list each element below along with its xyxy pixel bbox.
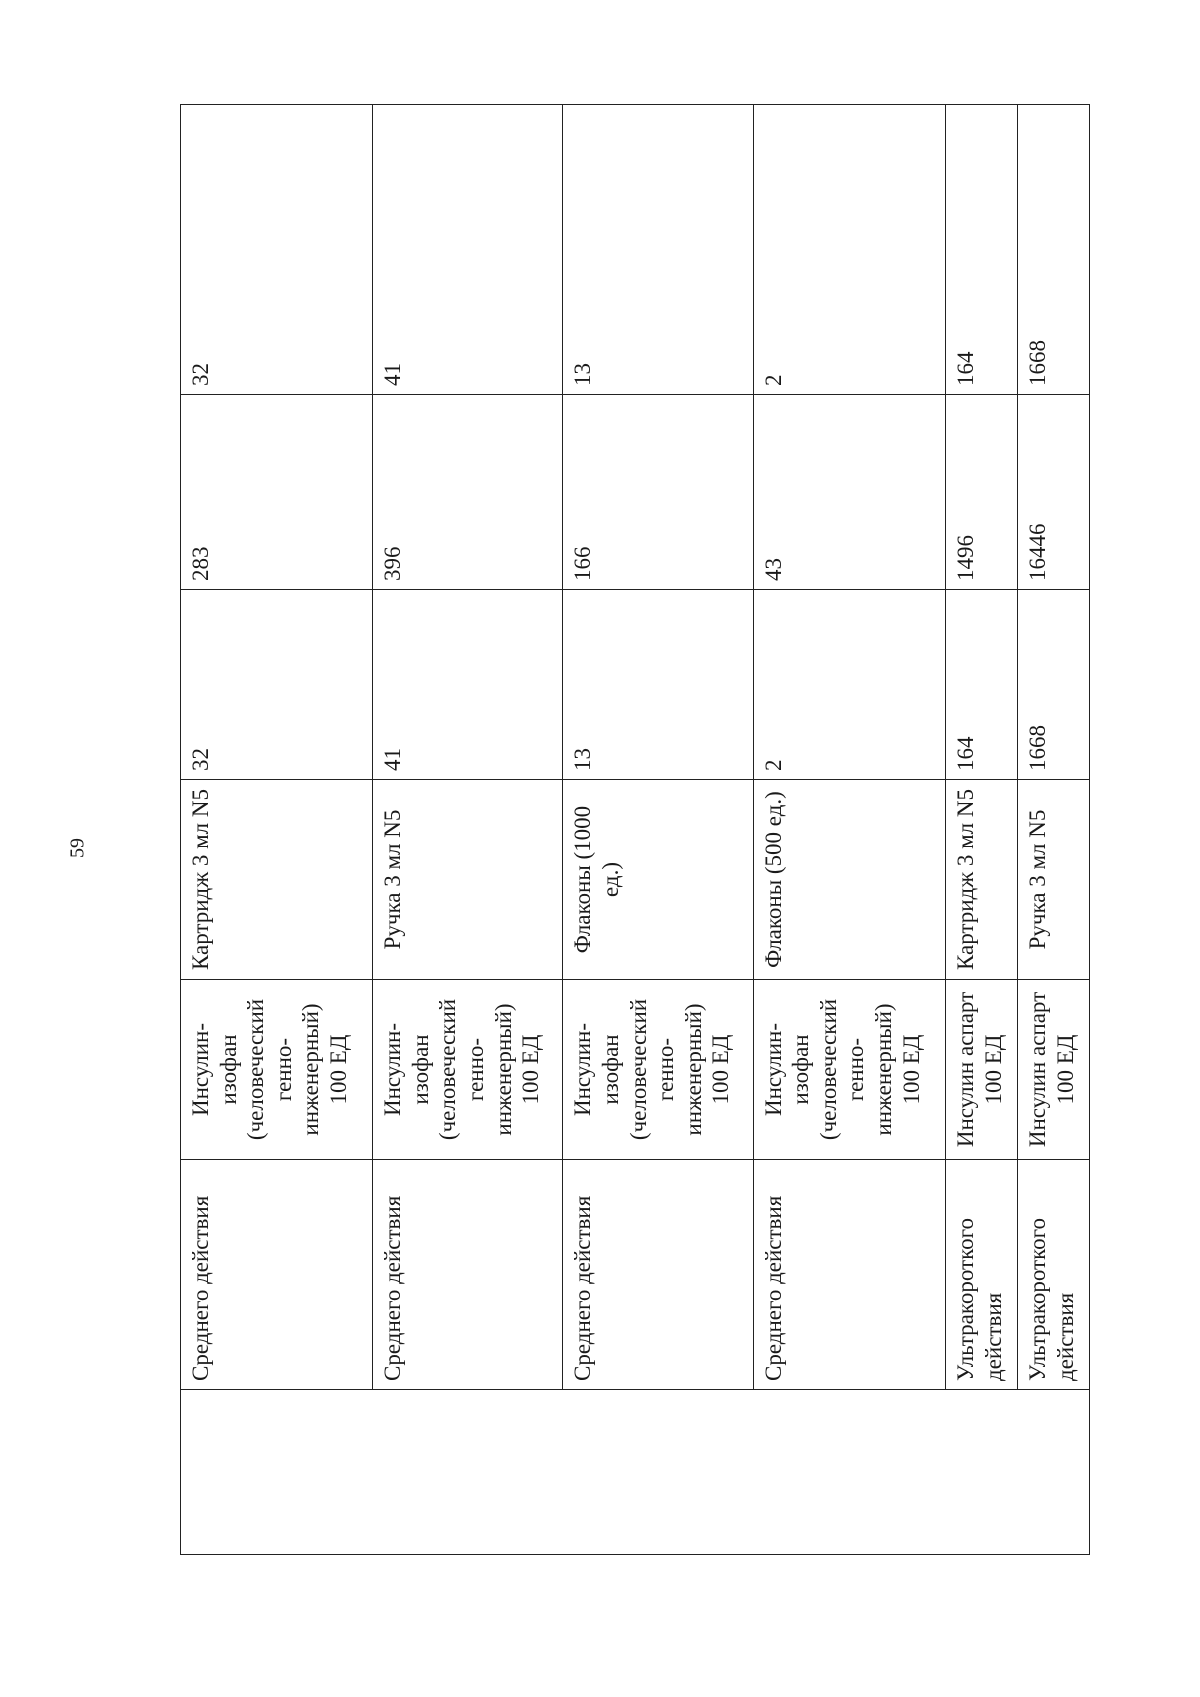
page-number: 59 xyxy=(66,838,89,858)
empty-first-column xyxy=(181,1390,1090,1555)
form-cell: Ручка 3 мл N5 xyxy=(373,780,563,980)
qty-cell-3: 164 xyxy=(945,105,1017,395)
table-container xyxy=(180,105,1090,1555)
group-cell: Среднего действия xyxy=(563,1160,753,1390)
qty-cell-2: 1496 xyxy=(945,395,1017,590)
form-cell: Ручка 3 мл N5 xyxy=(1017,780,1089,980)
qty-cell-2: 43 xyxy=(753,395,945,590)
table-row xyxy=(373,105,563,1555)
qty-cell-3: 13 xyxy=(563,105,753,395)
qty-cell-2: 166 xyxy=(563,395,753,590)
group-cell: Среднего действия xyxy=(181,1160,373,1390)
qty-cell-3: 1668 xyxy=(1017,105,1089,395)
drug-cell: Инсулин-изофан (человеческий генно-инженерный) 100 ЕД xyxy=(181,980,373,1160)
qty-cell-1: 13 xyxy=(563,590,753,780)
qty-cell-1: 41 xyxy=(373,590,563,780)
group-cell: Среднего действия xyxy=(753,1160,945,1390)
table-row xyxy=(181,105,373,1555)
drug-cell: Инсулин аспарт 100 ЕД xyxy=(1017,980,1089,1160)
table-row xyxy=(753,105,945,1555)
qty-cell-2: 396 xyxy=(373,395,563,590)
table-row xyxy=(563,105,753,1555)
table-row xyxy=(1017,105,1089,1555)
qty-cell-2: 283 xyxy=(181,395,373,590)
form-cell: Картридж 3 мл N5 xyxy=(181,780,373,980)
form-cell: Флаконы (1000 ед.) xyxy=(563,780,753,980)
qty-cell-3: 32 xyxy=(181,105,373,395)
drug-cell: Инсулин-изофан (человеческий генно-инженерный) 100 ЕД xyxy=(563,980,753,1160)
qty-cell-1: 1668 xyxy=(1017,590,1089,780)
qty-cell-3: 2 xyxy=(753,105,945,395)
qty-cell-3: 41 xyxy=(373,105,563,395)
table-row xyxy=(945,105,1017,1555)
drug-cell: Инсулин аспарт 100 ЕД xyxy=(945,980,1017,1160)
group-cell: Ультракороткого действия xyxy=(945,1160,1017,1390)
group-cell: Среднего действия xyxy=(373,1160,563,1390)
form-cell: Картридж 3 мл N5 xyxy=(945,780,1017,980)
qty-cell-1: 164 xyxy=(945,590,1017,780)
drug-cell: Инсулин-изофан (человеческий генно-инженерный) 100 ЕД xyxy=(373,980,563,1160)
qty-cell-1: 32 xyxy=(181,590,373,780)
form-cell: Флаконы (500 ед.) xyxy=(753,780,945,980)
drug-cell: Инсулин-изофан (человеческий генно-инженерный) 100 ЕД xyxy=(753,980,945,1160)
qty-cell-1: 2 xyxy=(753,590,945,780)
data-table xyxy=(180,104,1090,1555)
group-cell: Ультракороткого действия xyxy=(1017,1160,1089,1390)
qty-cell-2: 16446 xyxy=(1017,395,1089,590)
